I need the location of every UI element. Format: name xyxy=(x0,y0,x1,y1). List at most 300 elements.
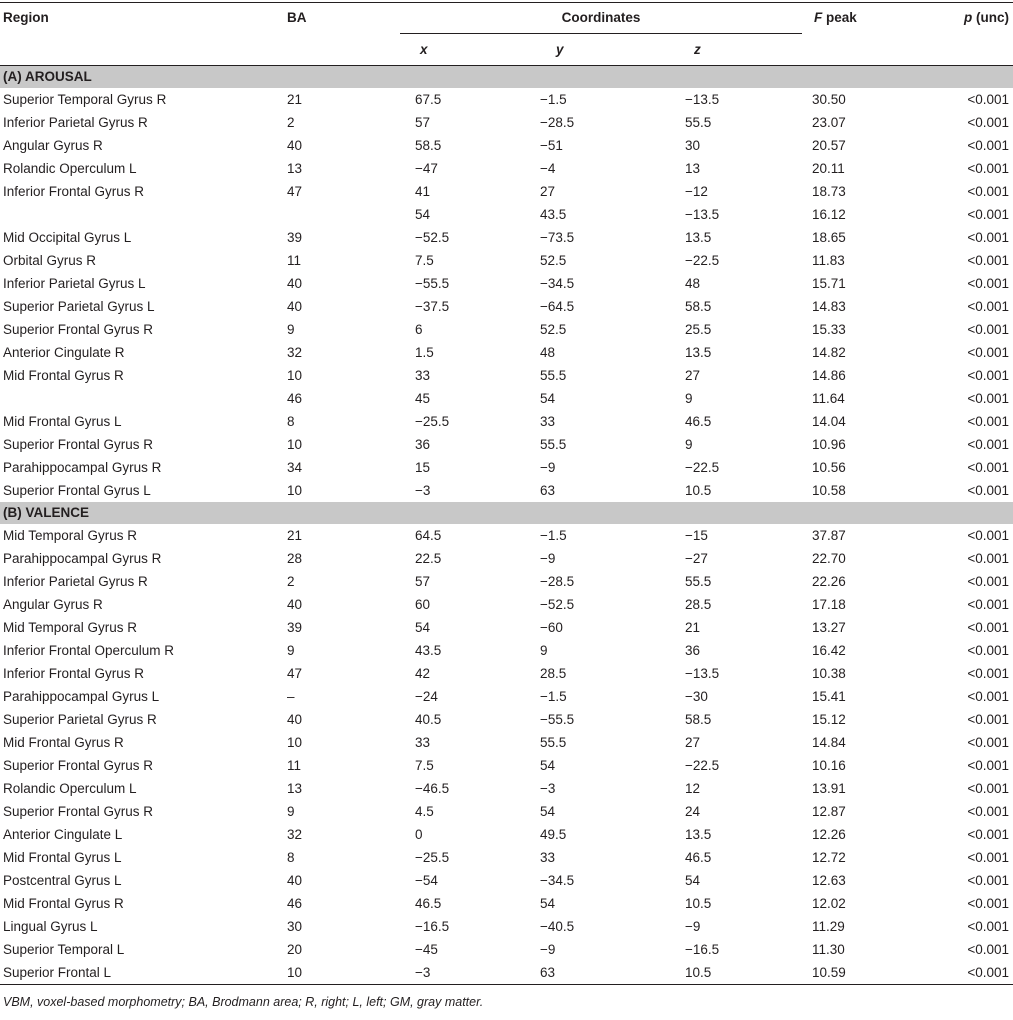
cell-y: −9 xyxy=(540,942,556,957)
column-header-z: z xyxy=(694,42,701,57)
coordinates-label: Coordinates xyxy=(561,10,641,25)
cell-z: −9 xyxy=(685,919,701,934)
table-row xyxy=(0,547,1013,570)
table-row xyxy=(0,869,1013,892)
table-row xyxy=(0,364,1013,387)
cell-f-peak: 12.87 xyxy=(812,804,846,819)
table-row xyxy=(0,800,1013,823)
cell-y: −55.5 xyxy=(540,712,575,727)
cell-f-peak: 11.64 xyxy=(812,391,845,406)
cell-ba: 46 xyxy=(287,391,303,406)
cell-x: −46.5 xyxy=(415,781,450,796)
cell-ba: 30 xyxy=(287,919,303,934)
column-header-f-peak xyxy=(802,4,919,34)
cell-f-peak: 10.96 xyxy=(812,437,846,452)
table-row xyxy=(0,570,1013,593)
cell-z: 36 xyxy=(685,643,701,658)
cell-y: −34.5 xyxy=(540,873,575,888)
cell-ba: 40 xyxy=(287,873,303,888)
cell-region: Angular Gyrus R xyxy=(3,597,103,612)
cell-y: 52.5 xyxy=(540,253,567,268)
cell-p: <0.001 xyxy=(967,896,1010,911)
cell-f-peak: 22.26 xyxy=(812,574,846,589)
cell-f-peak: 15.71 xyxy=(812,276,846,291)
cell-x: 15 xyxy=(415,460,431,475)
cell-region: Superior Frontal Gyrus R xyxy=(3,322,154,337)
cell-z: −27 xyxy=(685,551,708,566)
cell-f-peak: 30.50 xyxy=(812,92,846,107)
cell-x: 36 xyxy=(415,437,431,452)
cell-region: Superior Parietal Gyrus L xyxy=(3,299,155,314)
section-header-row xyxy=(0,502,1013,524)
cell-region: Mid Frontal Gyrus L xyxy=(3,414,122,429)
cell-p: <0.001 xyxy=(967,414,1010,429)
cell-z: −22.5 xyxy=(685,253,720,268)
cell-p: <0.001 xyxy=(967,276,1010,291)
column-header-coordinates xyxy=(400,4,802,34)
cell-z: −22.5 xyxy=(685,758,720,773)
cell-x: 7.5 xyxy=(415,758,434,773)
cell-ba: 40 xyxy=(287,276,303,291)
cell-x: −25.5 xyxy=(415,850,450,865)
cell-f-peak: 14.83 xyxy=(812,299,846,314)
cell-region: Mid Frontal Gyrus R xyxy=(3,896,124,911)
cell-region: Mid Temporal Gyrus R xyxy=(3,528,138,543)
cell-f-peak: 12.72 xyxy=(812,850,846,865)
cell-region: Parahippocampal Gyrus R xyxy=(3,460,162,475)
cell-z: 13.5 xyxy=(685,345,712,360)
cell-y: −73.5 xyxy=(540,230,575,245)
cell-ba: 20 xyxy=(287,942,303,957)
cell-p: <0.001 xyxy=(967,161,1010,176)
section-header-row xyxy=(0,66,1013,89)
table-row xyxy=(0,754,1013,777)
cell-region: Superior Frontal Gyrus L xyxy=(3,483,151,498)
cell-p: <0.001 xyxy=(967,781,1010,796)
cell-x: 46.5 xyxy=(415,896,442,911)
cell-x: 64.5 xyxy=(415,528,442,543)
table-row xyxy=(0,157,1013,180)
cell-ba: 9 xyxy=(287,322,295,337)
column-header-x: x xyxy=(420,42,428,57)
cell-x: −47 xyxy=(415,161,438,176)
cell-y: −1.5 xyxy=(540,92,567,107)
cell-p: <0.001 xyxy=(967,528,1010,543)
cell-z: 12 xyxy=(685,781,701,796)
cell-z: 10.5 xyxy=(685,965,712,980)
cell-x: −55.5 xyxy=(415,276,450,291)
cell-z: 46.5 xyxy=(685,414,712,429)
cell-z: 58.5 xyxy=(685,299,712,314)
blank-header-cell xyxy=(283,34,400,66)
cell-p: <0.001 xyxy=(967,551,1010,566)
cell-x: 42 xyxy=(415,666,431,681)
cell-p: <0.001 xyxy=(967,207,1010,222)
cell-x: 45 xyxy=(415,391,431,406)
cell-x: 33 xyxy=(415,735,431,750)
cell-p: <0.001 xyxy=(967,735,1010,750)
table-row xyxy=(0,180,1013,203)
cell-region: Orbital Gyrus R xyxy=(3,253,97,268)
column-header-region: Region xyxy=(3,10,49,25)
table-row xyxy=(0,410,1013,433)
cell-y: −64.5 xyxy=(540,299,575,314)
cell-p: <0.001 xyxy=(967,942,1010,957)
cell-x: 0 xyxy=(415,827,423,842)
cell-ba: 10 xyxy=(287,735,303,750)
cell-region: Superior Temporal L xyxy=(3,942,125,957)
table-row xyxy=(0,111,1013,134)
table-row xyxy=(0,272,1013,295)
blank-header-cell xyxy=(919,34,1013,66)
cell-z: 46.5 xyxy=(685,850,712,865)
cell-z: −13.5 xyxy=(685,92,720,107)
cell-p: <0.001 xyxy=(967,712,1010,727)
table-row xyxy=(0,731,1013,754)
cell-x: 57 xyxy=(415,115,431,130)
table-row xyxy=(0,708,1013,731)
cell-ba: 9 xyxy=(287,643,295,658)
cell-z: 13.5 xyxy=(685,827,712,842)
cell-ba: 46 xyxy=(287,896,303,911)
cell-z: 13.5 xyxy=(685,230,712,245)
cell-p: <0.001 xyxy=(967,184,1010,199)
cell-x: 22.5 xyxy=(415,551,442,566)
cell-p: <0.001 xyxy=(967,391,1010,406)
table-row xyxy=(0,479,1013,502)
cell-z: 55.5 xyxy=(685,115,712,130)
cell-x: −3 xyxy=(415,965,431,980)
cell-p: <0.001 xyxy=(967,115,1010,130)
table-top-rule xyxy=(0,2,1013,3)
column-header-ba: BA xyxy=(287,10,307,25)
cell-y: −3 xyxy=(540,781,556,796)
cell-z: −30 xyxy=(685,689,708,704)
table-row xyxy=(0,777,1013,800)
cell-x: −37.5 xyxy=(415,299,450,314)
cell-region: Mid Frontal Gyrus R xyxy=(3,368,124,383)
cell-ba: 32 xyxy=(287,827,303,842)
cell-z: 9 xyxy=(685,391,693,406)
cell-z: 21 xyxy=(685,620,701,635)
cell-x: 33 xyxy=(415,368,431,383)
table-row xyxy=(0,88,1013,111)
cell-region: Inferior Frontal Gyrus R xyxy=(3,666,145,681)
table-row xyxy=(0,662,1013,685)
cell-region: Inferior Parietal Gyrus R xyxy=(3,115,148,130)
cell-region xyxy=(0,203,283,226)
cell-z: 58.5 xyxy=(685,712,712,727)
cell-p: <0.001 xyxy=(967,92,1010,107)
cell-p: <0.001 xyxy=(967,666,1010,681)
cell-ba: 10 xyxy=(287,437,303,452)
cell-p: <0.001 xyxy=(967,437,1010,452)
cell-y: −4 xyxy=(540,161,556,176)
table-row xyxy=(0,318,1013,341)
cell-region: Anterior Cingulate R xyxy=(3,345,125,360)
cell-z: 9 xyxy=(685,437,693,452)
cell-region: Postcentral Gyrus L xyxy=(3,873,122,888)
cell-region: Rolandic Operculum L xyxy=(3,161,137,176)
cell-x: −52.5 xyxy=(415,230,450,245)
cell-y: 28.5 xyxy=(540,666,567,681)
cell-f-peak: 11.29 xyxy=(812,919,845,934)
cell-y: −52.5 xyxy=(540,597,575,612)
cell-f-peak: 11.30 xyxy=(812,942,845,957)
cell-p: <0.001 xyxy=(967,597,1010,612)
cell-y: 33 xyxy=(540,414,556,429)
cell-region: Parahippocampal Gyrus L xyxy=(3,689,160,704)
cell-y: −28.5 xyxy=(540,574,575,589)
cell-x: −16.5 xyxy=(415,919,450,934)
cell-f-peak: 16.12 xyxy=(812,207,846,222)
cell-z: 48 xyxy=(685,276,701,291)
cell-ba: 13 xyxy=(287,161,303,176)
table-footnote: VBM, voxel-based morphometry; BA, Brodmann area; R, right; L, left; GM, gray matter. xyxy=(0,985,1013,1020)
cell-p: <0.001 xyxy=(967,253,1010,268)
cell-p: <0.001 xyxy=(967,299,1010,314)
cell-ba: 32 xyxy=(287,345,303,360)
cell-region: Rolandic Operculum L xyxy=(3,781,137,796)
table-row xyxy=(0,823,1013,846)
cell-ba: 39 xyxy=(287,620,303,635)
cell-f-peak: 14.84 xyxy=(812,735,846,750)
cell-y: 55.5 xyxy=(540,368,567,383)
cell-p: <0.001 xyxy=(967,758,1010,773)
f-peak-rest: peak xyxy=(822,10,857,25)
cell-p: <0.001 xyxy=(967,620,1010,635)
cell-p: <0.001 xyxy=(967,965,1010,980)
cell-z: 55.5 xyxy=(685,574,712,589)
p-italic: p xyxy=(964,10,973,25)
cell-y: 54 xyxy=(540,804,556,819)
table-row xyxy=(0,593,1013,616)
cell-f-peak: 13.27 xyxy=(812,620,846,635)
cell-y: 9 xyxy=(540,643,548,658)
f-peak-italic: F xyxy=(814,10,823,25)
cell-ba: 2 xyxy=(287,115,295,130)
cell-ba: 39 xyxy=(287,230,303,245)
table-row xyxy=(0,134,1013,157)
cell-f-peak: 20.11 xyxy=(812,161,845,176)
cell-p: <0.001 xyxy=(967,460,1010,475)
p-rest: (unc) xyxy=(972,10,1010,25)
cell-region: Mid Frontal Gyrus R xyxy=(3,735,124,750)
cell-x: 57 xyxy=(415,574,431,589)
cell-y: −1.5 xyxy=(540,689,567,704)
table-row xyxy=(0,892,1013,915)
cell-f-peak: 14.86 xyxy=(812,368,846,383)
cell-f-peak: 23.07 xyxy=(812,115,846,130)
cell-p: <0.001 xyxy=(967,850,1010,865)
cell-ba: 9 xyxy=(287,804,295,819)
cell-region: Superior Frontal L xyxy=(3,965,112,980)
cell-p: <0.001 xyxy=(967,643,1010,658)
cell-z: −16.5 xyxy=(685,942,720,957)
cell-region: Mid Frontal Gyrus L xyxy=(3,850,122,865)
cell-y: 63 xyxy=(540,483,556,498)
table-row xyxy=(0,203,1013,226)
cell-region: Parahippocampal Gyrus R xyxy=(3,551,162,566)
cell-ba: 8 xyxy=(287,414,295,429)
cell-ba: 11 xyxy=(287,253,302,268)
cell-x: 60 xyxy=(415,597,431,612)
cell-region: Superior Parietal Gyrus R xyxy=(3,712,157,727)
cell-f-peak: 17.18 xyxy=(812,597,846,612)
cell-z: −22.5 xyxy=(685,460,720,475)
cell-region xyxy=(0,387,283,410)
cell-z: −12 xyxy=(685,184,708,199)
table-row xyxy=(0,341,1013,364)
cell-f-peak: 22.70 xyxy=(812,551,846,566)
cell-f-peak: 12.02 xyxy=(812,896,846,911)
cell-f-peak: 20.57 xyxy=(812,138,846,153)
cell-f-peak: 14.82 xyxy=(812,345,846,360)
cell-z: 54 xyxy=(685,873,701,888)
cell-y: 33 xyxy=(540,850,556,865)
cell-f-peak: 10.58 xyxy=(812,483,846,498)
cell-ba: 21 xyxy=(287,92,303,107)
cell-f-peak: 15.41 xyxy=(812,689,846,704)
cell-x: 40.5 xyxy=(415,712,442,727)
cell-z: 28.5 xyxy=(685,597,712,612)
cell-y: 27 xyxy=(540,184,556,199)
cell-z: −15 xyxy=(685,528,708,543)
cell-ba: 10 xyxy=(287,965,303,980)
cell-y: 54 xyxy=(540,391,556,406)
cell-p: <0.001 xyxy=(967,919,1010,934)
coordinates-rule xyxy=(400,33,802,34)
cell-region: Inferior Frontal Gyrus R xyxy=(3,184,145,199)
cell-f-peak: 13.91 xyxy=(812,781,846,796)
cell-y: −28.5 xyxy=(540,115,575,130)
cell-x: 58.5 xyxy=(415,138,442,153)
cell-ba: 40 xyxy=(287,299,303,314)
cell-f-peak: 10.56 xyxy=(812,460,846,475)
cell-z: 24 xyxy=(685,804,701,819)
cell-ba: 2 xyxy=(287,574,295,589)
table-row xyxy=(0,249,1013,272)
cell-ba: 40 xyxy=(287,597,303,612)
cell-ba: 28 xyxy=(287,551,303,566)
cell-f-peak: 18.65 xyxy=(812,230,846,245)
cell-region: Inferior Parietal Gyrus R xyxy=(3,574,148,589)
table-row xyxy=(0,961,1013,985)
cell-f-peak: 10.16 xyxy=(812,758,846,773)
cell-y: −9 xyxy=(540,551,556,566)
cell-p: <0.001 xyxy=(967,827,1010,842)
table-row xyxy=(0,616,1013,639)
cell-f-peak: 10.59 xyxy=(812,965,846,980)
cell-p: <0.001 xyxy=(967,138,1010,153)
table-row xyxy=(0,938,1013,961)
cell-p: <0.001 xyxy=(967,368,1010,383)
cell-z: −13.5 xyxy=(685,207,720,222)
cell-z: 10.5 xyxy=(685,483,712,498)
column-header-p xyxy=(919,4,1013,34)
cell-p: <0.001 xyxy=(967,345,1010,360)
cell-x: −25.5 xyxy=(415,414,450,429)
cell-ba: 13 xyxy=(287,781,303,796)
cell-ba: 40 xyxy=(287,712,303,727)
cell-region: Angular Gyrus R xyxy=(3,138,103,153)
cell-y: −51 xyxy=(540,138,563,153)
table-row xyxy=(0,295,1013,318)
results-table xyxy=(0,4,1013,1019)
table-row xyxy=(0,685,1013,708)
cell-x: 4.5 xyxy=(415,804,434,819)
table-row xyxy=(0,524,1013,547)
table-row xyxy=(0,639,1013,662)
cell-y: 55.5 xyxy=(540,437,567,452)
cell-x: 54 xyxy=(415,620,431,635)
cell-region: Superior Frontal Gyrus R xyxy=(3,758,154,773)
cell-f-peak: 14.04 xyxy=(812,414,846,429)
cell-region: Lingual Gyrus L xyxy=(3,919,98,934)
cell-ba: 8 xyxy=(287,850,295,865)
cell-y: 63 xyxy=(540,965,556,980)
cell-y: 52.5 xyxy=(540,322,567,337)
cell-region: Inferior Parietal Gyrus L xyxy=(3,276,146,291)
cell-region: Anterior Cingulate L xyxy=(3,827,123,842)
table-row xyxy=(0,915,1013,938)
cell-x: 54 xyxy=(415,207,431,222)
cell-x: 6 xyxy=(415,322,423,337)
cell-ba: 34 xyxy=(287,460,303,475)
cell-ba: 10 xyxy=(287,368,303,383)
cell-x: 43.5 xyxy=(415,643,442,658)
cell-x: −54 xyxy=(415,873,438,888)
cell-f-peak: 18.73 xyxy=(812,184,846,199)
cell-p: <0.001 xyxy=(967,322,1010,337)
cell-p: <0.001 xyxy=(967,873,1010,888)
table-row xyxy=(0,456,1013,479)
cell-x: 67.5 xyxy=(415,92,442,107)
cell-x: 7.5 xyxy=(415,253,434,268)
cell-z: 25.5 xyxy=(685,322,712,337)
blank-header-cell xyxy=(0,34,283,66)
cell-y: 43.5 xyxy=(540,207,567,222)
cell-region: Superior Frontal Gyrus R xyxy=(3,804,154,819)
cell-ba: 47 xyxy=(287,184,303,199)
cell-region: Mid Occipital Gyrus L xyxy=(3,230,132,245)
cell-f-peak: 12.63 xyxy=(812,873,846,888)
cell-ba: 21 xyxy=(287,528,303,543)
cell-ba xyxy=(283,203,400,226)
cell-region: Superior Temporal Gyrus R xyxy=(3,92,167,107)
table-body xyxy=(0,66,1013,985)
section-title: (B) VALENCE xyxy=(0,502,1013,524)
cell-y: 49.5 xyxy=(540,827,567,842)
table-row xyxy=(0,226,1013,249)
cell-x: −3 xyxy=(415,483,431,498)
cell-ba: 11 xyxy=(287,758,302,773)
cell-y: −34.5 xyxy=(540,276,575,291)
cell-x: 41 xyxy=(415,184,431,199)
cell-z: 30 xyxy=(685,138,701,153)
cell-z: 27 xyxy=(685,368,701,383)
cell-region: Inferior Frontal Operculum R xyxy=(3,643,175,658)
cell-p: <0.001 xyxy=(967,483,1010,498)
cell-p: <0.001 xyxy=(967,804,1010,819)
cell-y: −9 xyxy=(540,460,556,475)
table-row xyxy=(0,387,1013,410)
column-header-y: y xyxy=(556,42,564,57)
cell-y: 54 xyxy=(540,896,556,911)
cell-y: 55.5 xyxy=(540,735,567,750)
cell-z: 10.5 xyxy=(685,896,712,911)
cell-f-peak: 15.12 xyxy=(812,712,846,727)
